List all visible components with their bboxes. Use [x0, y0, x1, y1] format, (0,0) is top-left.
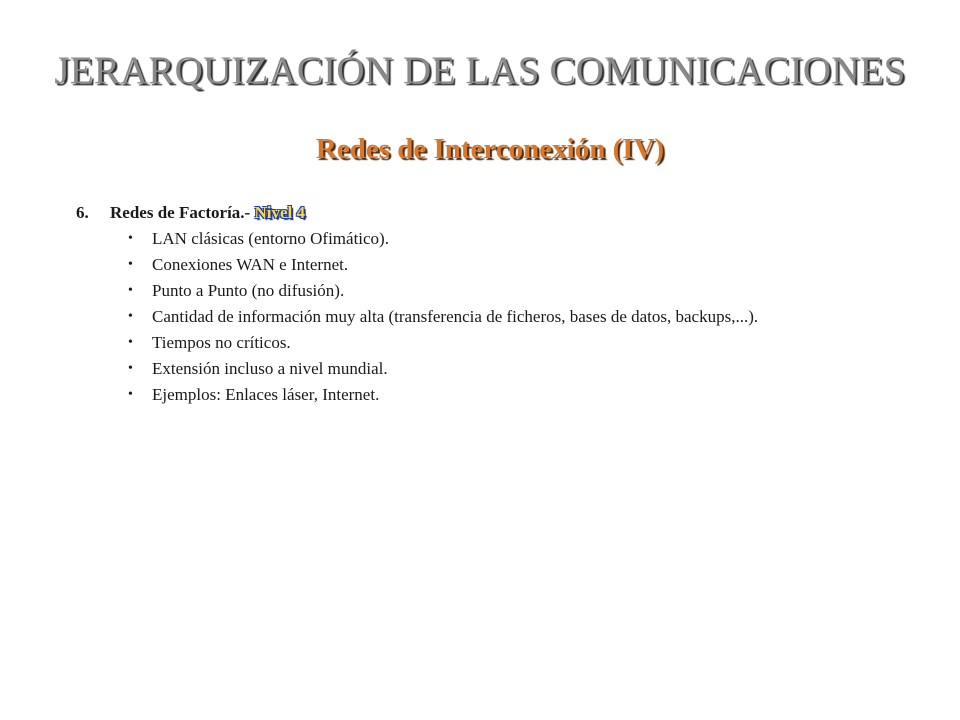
bullet-icon: •	[128, 231, 133, 246]
bullet-icon: •	[128, 335, 133, 350]
level-label: Nivel 4	[254, 203, 305, 222]
list-item-text: Punto a Punto (no difusión).	[152, 281, 345, 300]
slide-subtitle: Redes de Interconexión (IV)	[315, 133, 665, 165]
content-section	[76, 200, 936, 408]
list-item-text: Cantidad de información muy alta (transferencia de ficheros, bases de datos, backups,...).	[152, 307, 759, 326]
list-item	[76, 226, 936, 252]
list-item-text: Tiempos no críticos.	[152, 333, 291, 352]
list-item	[76, 278, 936, 304]
section-heading	[76, 200, 936, 226]
list-item	[76, 304, 936, 330]
bullet-icon: •	[128, 387, 133, 402]
bullet-icon: •	[128, 257, 133, 272]
list-item-text: LAN clásicas (entorno Ofimático).	[152, 229, 389, 248]
slide-title: JERARQUIZACIÓN DE LAS COMUNICACIONES	[54, 49, 906, 92]
bullet-icon: •	[128, 309, 133, 324]
bullet-list	[76, 226, 936, 408]
list-item	[76, 252, 936, 278]
list-item	[76, 382, 936, 408]
section-number: 6.	[76, 203, 89, 222]
list-item	[76, 330, 936, 356]
list-item-text: Extensión incluso a nivel mundial.	[152, 359, 388, 378]
list-item-text: Ejemplos: Enlaces láser, Internet.	[152, 385, 380, 404]
bullet-icon: •	[128, 283, 133, 298]
bullet-icon: •	[128, 361, 133, 376]
section-label: Redes de Factoría.-	[110, 203, 255, 222]
list-item-text: Conexiones WAN e Internet.	[152, 255, 349, 274]
list-item	[76, 356, 936, 382]
